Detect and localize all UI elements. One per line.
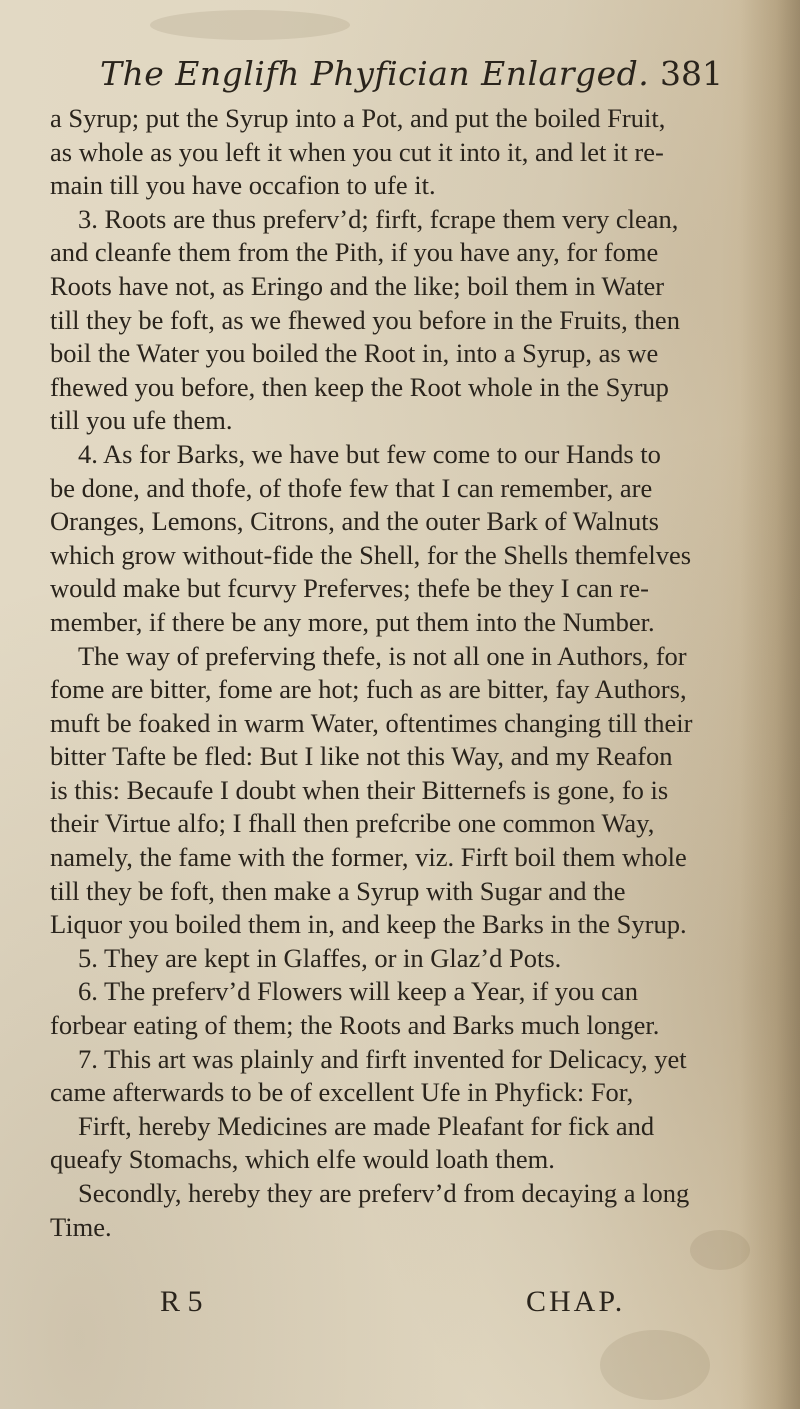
text-line: queafy Stomachs, which elfe would loath them. (50, 1144, 555, 1175)
page-number: 381 (660, 54, 723, 93)
text-line: fome are bitter, fome are hot; fuch as are bitter, fay Authors, (50, 674, 687, 705)
text-line: a Syrup; put the Syrup into a Pot, and put the boiled Fruit, (50, 103, 666, 133)
text-line: 5. They are kept in Glaffes, or in Glaz’d Pots. (78, 942, 562, 973)
paper-stain (150, 10, 350, 40)
text-line: came afterwards to be of excellent Ufe in Phyfick: For, (50, 1077, 634, 1108)
paper-stain (600, 1330, 710, 1400)
text-line: Roots have not, as Eringo and the like; boil them in Water (50, 270, 665, 301)
running-head-title: The Englifh Phyfician Enlarged. (100, 54, 650, 93)
text-line: till they be foft, as we fhewed you before in the Fruits, then (50, 304, 680, 335)
text-line: namely, the fame with the former, viz. Firft boil them whole (50, 842, 687, 873)
text-line: till you ufe them. (50, 405, 233, 436)
text-line: bitter Tafte be fled: But I like not this Way, and my Reafon (50, 741, 673, 772)
text-line: Secondly, hereby they are preferv’d from decaying a long (78, 1178, 690, 1208)
text-line: be done, and thofe, of thofe few that I can remember, are (50, 472, 653, 503)
catchword: CHAP. (526, 1285, 626, 1318)
text-line: boil the Water you boiled the Root in, into a Syrup, as we (50, 338, 659, 369)
text-line: fhewed you before, then keep the Root whole in the Syrup (50, 371, 669, 402)
text-line: Time. (50, 1211, 112, 1242)
text-line: 7. This art was plainly and firft invented for Delicacy, yet (78, 1043, 687, 1074)
text-line: The way of preferving thefe, is not all one in Authors, for (78, 640, 687, 671)
text-line: member, if there be any more, put them into the Number. (50, 606, 655, 637)
text-line: is this: Becaufe I doubt when their Bitternefs is gone, fo is (50, 774, 669, 805)
text-line: would make but fcurvy Preferves; thefe be they I can re- (50, 573, 649, 604)
text-line: 3. Roots are thus preferv’d; firft, fcrape them very clean, (78, 203, 679, 234)
text-line: Firft, hereby Medicines are made Pleafant for fick and (78, 1110, 655, 1141)
running-head (0, 54, 760, 102)
text-line: main till you have occafion to ufe it. (50, 170, 436, 201)
text-line: and cleanfe them from the Pith, if you have any, for fome (50, 237, 659, 268)
text-line: 4. As for Barks, we have but few come to our Hands to (78, 438, 661, 469)
signature-mark: R 5 (160, 1285, 203, 1318)
text-line: till they be foft, then make a Syrup with Sugar and the (50, 875, 626, 906)
text-line: forbear eating of them; the Roots and Barks much longer. (50, 1010, 660, 1041)
text-line: Liquor you boiled them in, and keep the Barks in the Syrup. (50, 909, 687, 940)
body-text (50, 102, 770, 1244)
text-line: their Virtue alfo; I fhall then prefcribe one common Way, (50, 808, 655, 839)
text-line: which grow without-fide the Shell, for the Shells themfelves (50, 539, 692, 570)
text-line: as whole as you left it when you cut it into it, and let it re- (50, 136, 664, 167)
text-line: muft be foaked in warm Water, oftentimes changing till their (50, 707, 693, 738)
text-line: 6. The preferv’d Flowers will keep a Year, if you can (78, 976, 638, 1007)
text-line: Oranges, Lemons, Citrons, and the outer Bark of Walnuts (50, 506, 659, 537)
